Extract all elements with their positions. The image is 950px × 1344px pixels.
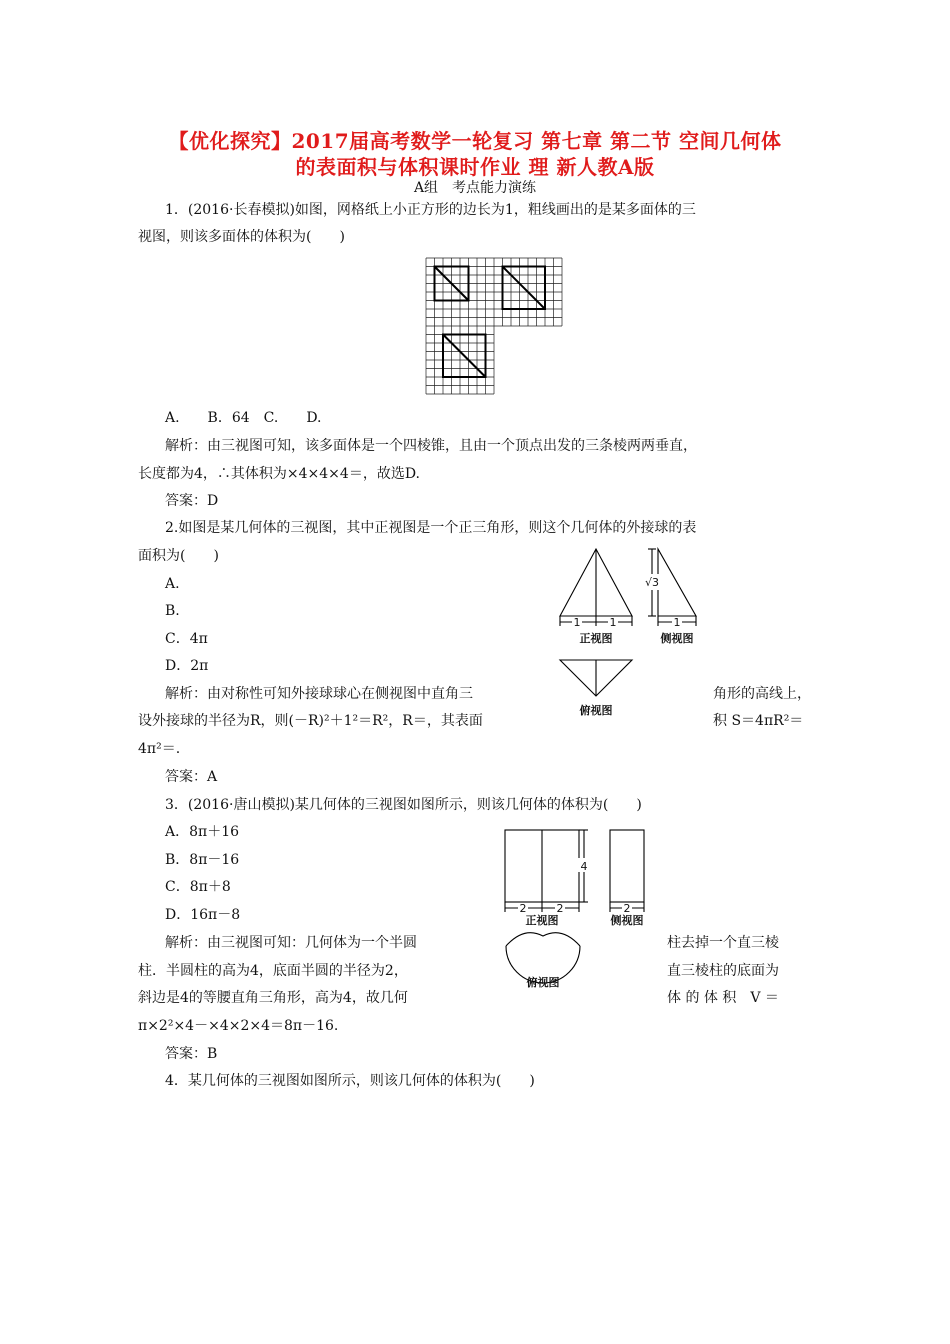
q2-analysis-line3: 4π²＝. bbox=[138, 741, 181, 757]
q3-front-dim-left: 2 bbox=[519, 902, 527, 915]
group-heading: A组 考点能力演练 bbox=[413, 180, 537, 196]
q3-analysis-line3-left: 斜边是4的等腰直角三角形，高为4，故几何 bbox=[138, 990, 408, 1006]
q2-option-c: C．4π bbox=[165, 631, 208, 647]
q1-three-view-grid-figure bbox=[426, 258, 562, 394]
q3-analysis-line1-left: 解析：由三视图可知：几何体为一个半圆 bbox=[165, 935, 417, 951]
q3-side-dim-base: 2 bbox=[623, 902, 631, 915]
q3-option-c: C．8π＋8 bbox=[165, 879, 231, 895]
q3-option-d: D．16π－8 bbox=[165, 907, 241, 923]
q2-front-dim-left: 1 bbox=[573, 616, 581, 629]
q3-analysis-line2-right: 直三棱柱的底面为 bbox=[667, 963, 779, 979]
q2-side-dim-base: 1 bbox=[673, 616, 681, 629]
q3-option-a: A．8π＋16 bbox=[165, 824, 240, 840]
q3-stem: 3．(2016·唐山模拟)某几何体的三视图如图所示，则该几何体的体积为( ) bbox=[165, 797, 642, 813]
q2-three-view-figure bbox=[556, 544, 706, 722]
q1-stem-line1: 1．(2016·长春模拟)如图，网格纸上小正方形的边长为1，粗线画出的是某多面体的三 bbox=[165, 202, 696, 218]
q2-option-d: D．2π bbox=[165, 658, 209, 674]
q1-answer: 答案：D bbox=[165, 493, 219, 509]
q3-analysis-line1-right: 柱去掉一个直三棱 bbox=[667, 935, 779, 951]
q3-top-view-label: 俯视图 bbox=[526, 976, 560, 989]
q2-stem-line1: 2.如图是某几何体的三视图，其中正视图是一个正三角形，则这个几何体的外接球的表 bbox=[165, 520, 697, 536]
q2-front-dim-right: 1 bbox=[609, 616, 617, 629]
q2-answer: 答案：A bbox=[165, 769, 218, 785]
q2-analysis-line2-left: 设外接球的半径为R，则(－R)²＋1²＝R²，R＝，其表面 bbox=[138, 713, 483, 729]
q2-side-dim-height: √3 bbox=[644, 576, 660, 589]
q2-analysis-line1-right: 角形的高线上， bbox=[713, 686, 811, 702]
q1-analysis-line1: 解析：由三视图可知，该多面体是一个四棱锥，且由一个顶点出发的三条棱两两垂直， bbox=[165, 438, 697, 454]
q2-stem-line2: 面积为( ) bbox=[138, 548, 219, 564]
q3-three-view-figure bbox=[502, 826, 652, 992]
doc-title-line2: 的表面积与体积课时作业 理 新人教A版 bbox=[295, 155, 655, 179]
q3-answer: 答案：B bbox=[165, 1046, 218, 1062]
q2-option-b: B. bbox=[165, 603, 180, 619]
q1-stem-line2: 视图，则该多面体的体积为( ) bbox=[138, 229, 345, 245]
doc-title-line1: 【优化探究】2017届高考数学一轮复习 第七章 第二节 空间几何体 bbox=[168, 129, 782, 153]
q2-top-view-label: 俯视图 bbox=[579, 704, 613, 717]
q2-analysis-line1-left: 解析：由对称性可知外接球球心在侧视图中直角三 bbox=[165, 686, 473, 702]
q3-front-view-label: 正视图 bbox=[525, 914, 559, 927]
q4-stem: 4．某几何体的三视图如图所示，则该几何体的体积为( ) bbox=[165, 1073, 535, 1089]
q2-front-view-label: 正视图 bbox=[579, 632, 613, 645]
q1-analysis-line2: 长度都为4，∴其体积为×4×4×4＝，故选D. bbox=[138, 466, 420, 482]
q3-analysis-line3-right: 体 的 体 积 V ＝ bbox=[667, 990, 779, 1006]
q1-options: A. B．64 C. D. bbox=[165, 410, 322, 426]
q3-front-dim-height: 4 bbox=[580, 860, 588, 873]
q2-side-view-label: 侧视图 bbox=[660, 632, 694, 645]
q3-analysis-line4: π×2²×4－×4×2×4＝8π－16. bbox=[138, 1018, 339, 1034]
q2-analysis-line2-right: 积 S＝4πR²＝ bbox=[713, 713, 804, 729]
q3-option-b: B．8π－16 bbox=[165, 852, 240, 868]
q3-front-dim-right: 2 bbox=[556, 902, 564, 915]
q2-option-a: A. bbox=[165, 576, 180, 592]
q3-side-view-label: 侧视图 bbox=[610, 914, 644, 927]
q3-analysis-line2-left: 柱．半圆柱的高为4，底面半圆的半径为2， bbox=[138, 963, 408, 979]
